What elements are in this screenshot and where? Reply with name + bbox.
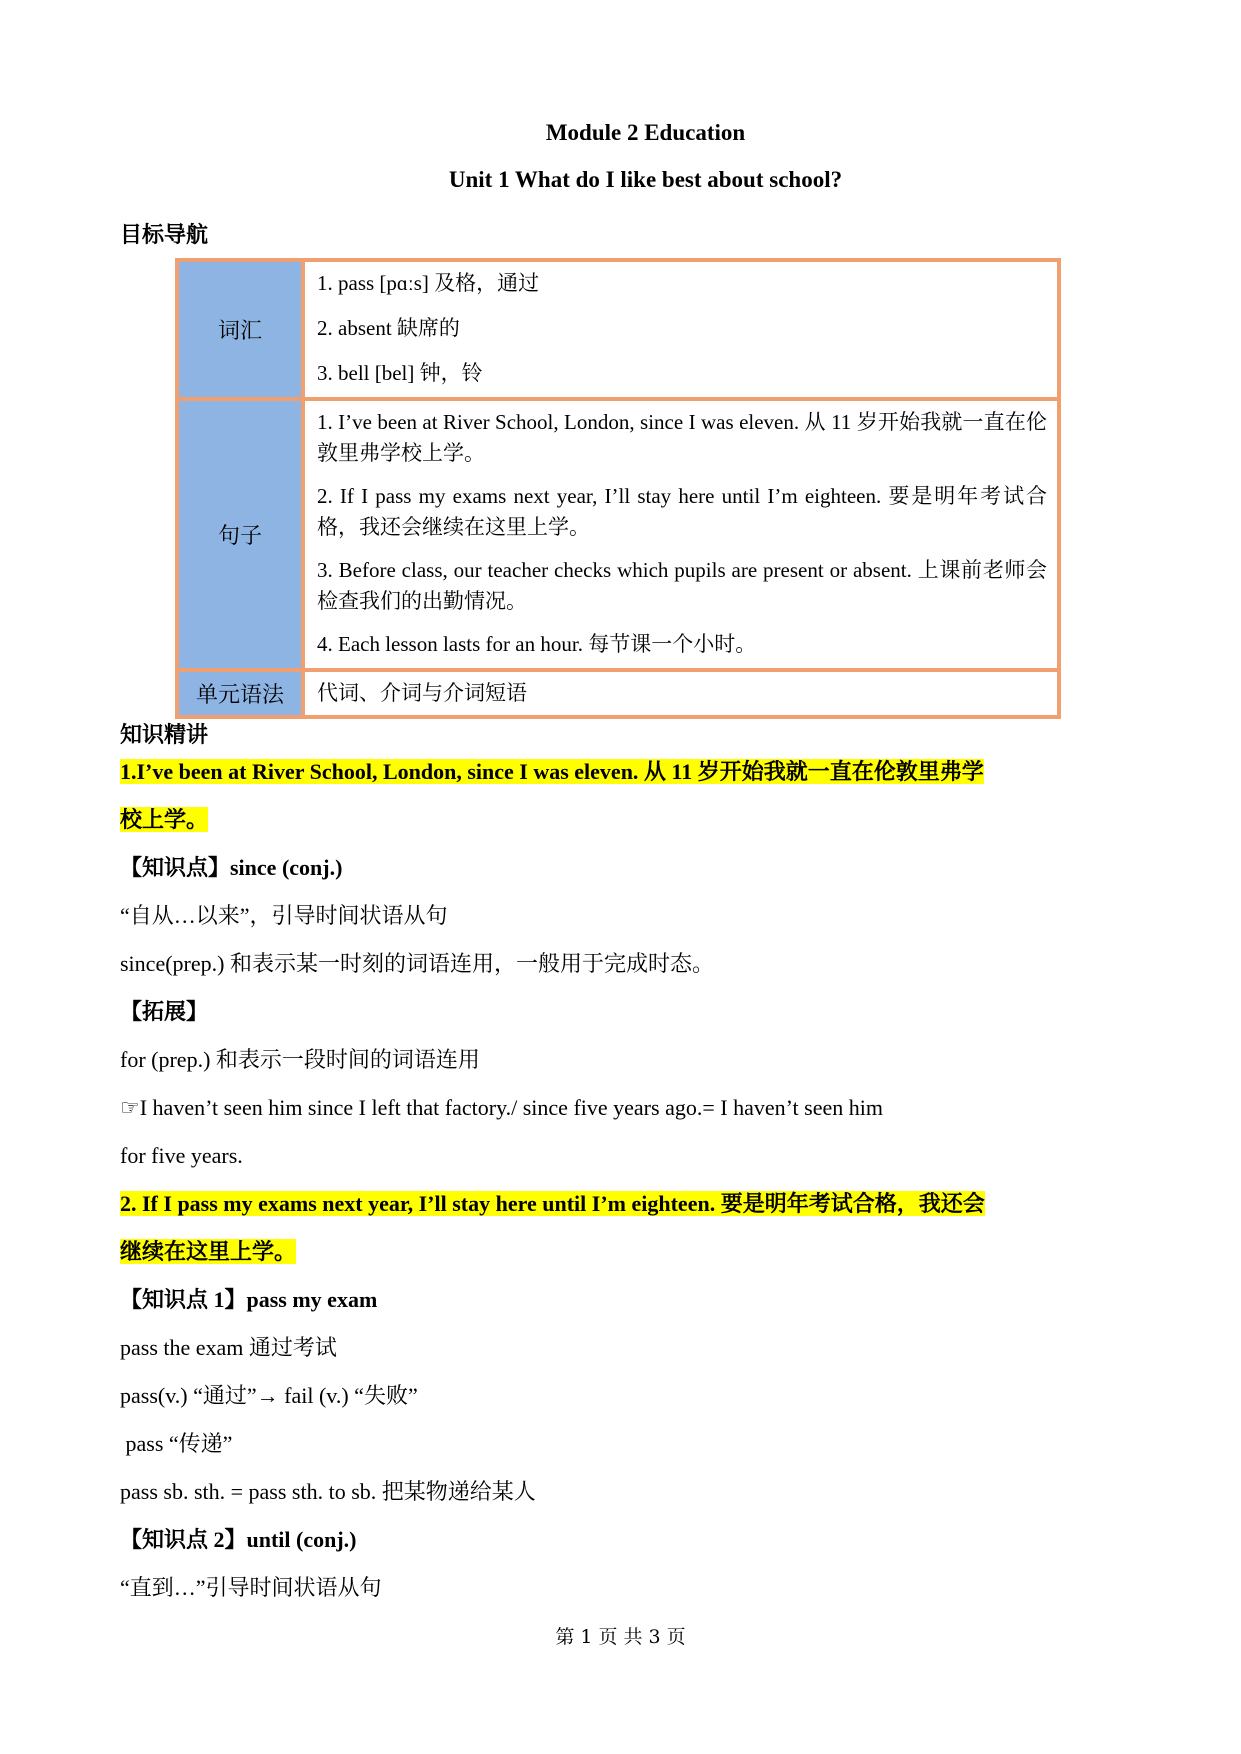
unit-title: Unit 1 What do I like best about school? [448,167,843,192]
highlight-text: 2. If I pass my exams next year, I’ll stay here until I’m eighteen. 要是明年考试合格，我还会 [120,1191,985,1216]
sentence-item: 3. Before class, our teacher checks which pupils are present or absent. 上课前老师会检查我们的出勤情况。 [317,558,1047,613]
vocab-item: 2. absent 缺席的 [317,316,460,340]
goal-heading: 目标导航 [120,223,209,248]
text-line: pass(v.) “通过”→ fail (v.) “失败” [120,1383,418,1408]
page-footer: 第 1 页 共 3 页 [555,1626,686,1648]
vocab-cell [303,260,1059,399]
text-line: for (prep.) 和表示一段时间的词语连用 [120,1047,480,1072]
text-line: since(prep.) 和表示某一时刻的词语连用，一般用于完成时态。 [120,951,714,976]
sentence-cell [303,399,1059,670]
highlight-text: 1.I’ve been at River School, London, since I was eleven. 从 11 岁开始我就一直在伦敦里弗学 [120,759,984,784]
vocab-row [177,260,1059,399]
knowledge-point: 【知识点 2】until (conj.) [120,1527,357,1552]
highlight-text: 校上学。 [120,807,209,832]
vocab-item: 3. bell [bel] 钟，铃 [317,361,483,385]
highlight-text: 继续在这里上学。 [120,1239,297,1264]
grammar-cell: 代词、介词与介词短语 [303,670,1059,717]
sentence-row [177,399,1059,670]
text-line: pass sb. sth. = pass sth. to sb. 把某物递给某人 [120,1479,536,1504]
vocab-label: 词汇 [177,260,303,399]
sentence-item: 2. If I pass my exams next year, I’ll stay here until I’m eighteen. 要是明年考试合格，我还会继续在这里上学。 [317,484,1047,539]
knowledge-heading: 知识精讲 [120,723,209,748]
vocab-item: 1. pass [pɑːs] 及格，通过 [317,271,540,295]
example-line: for five years. [120,1143,243,1168]
text-line: “直到…”引导时间状语从句 [120,1575,382,1600]
sentence-item: 1. I’ve been at River School, London, since I was eleven. 从 11 岁开始我就一直在伦敦里弗学校上学。 [317,410,1047,465]
text-line: pass the exam 通过考试 [120,1335,337,1360]
highlighted-sentence-1 [120,748,1125,1612]
grammar-row [177,670,1059,717]
module-title: Module 2 Education [545,120,746,145]
sentence-label: 句子 [177,399,303,670]
sentence-item: 4. Each lesson lasts for an hour. 每节课一个小时。 [317,632,757,656]
grammar-label: 单元语法 [177,670,303,717]
extension-label: 【拓展】 [120,999,209,1024]
example-line: ☞I haven’t seen him since I left that factory./ since five years ago.= I haven’t seen him [120,1095,883,1120]
goal-table [175,258,1061,719]
text-line: pass “传递” [120,1431,233,1456]
knowledge-point: 【知识点 1】pass my exam [120,1287,378,1312]
text-line: “自从…以来”，引导时间状语从句 [120,903,448,928]
knowledge-point: 【知识点】since (conj.) [120,855,343,880]
